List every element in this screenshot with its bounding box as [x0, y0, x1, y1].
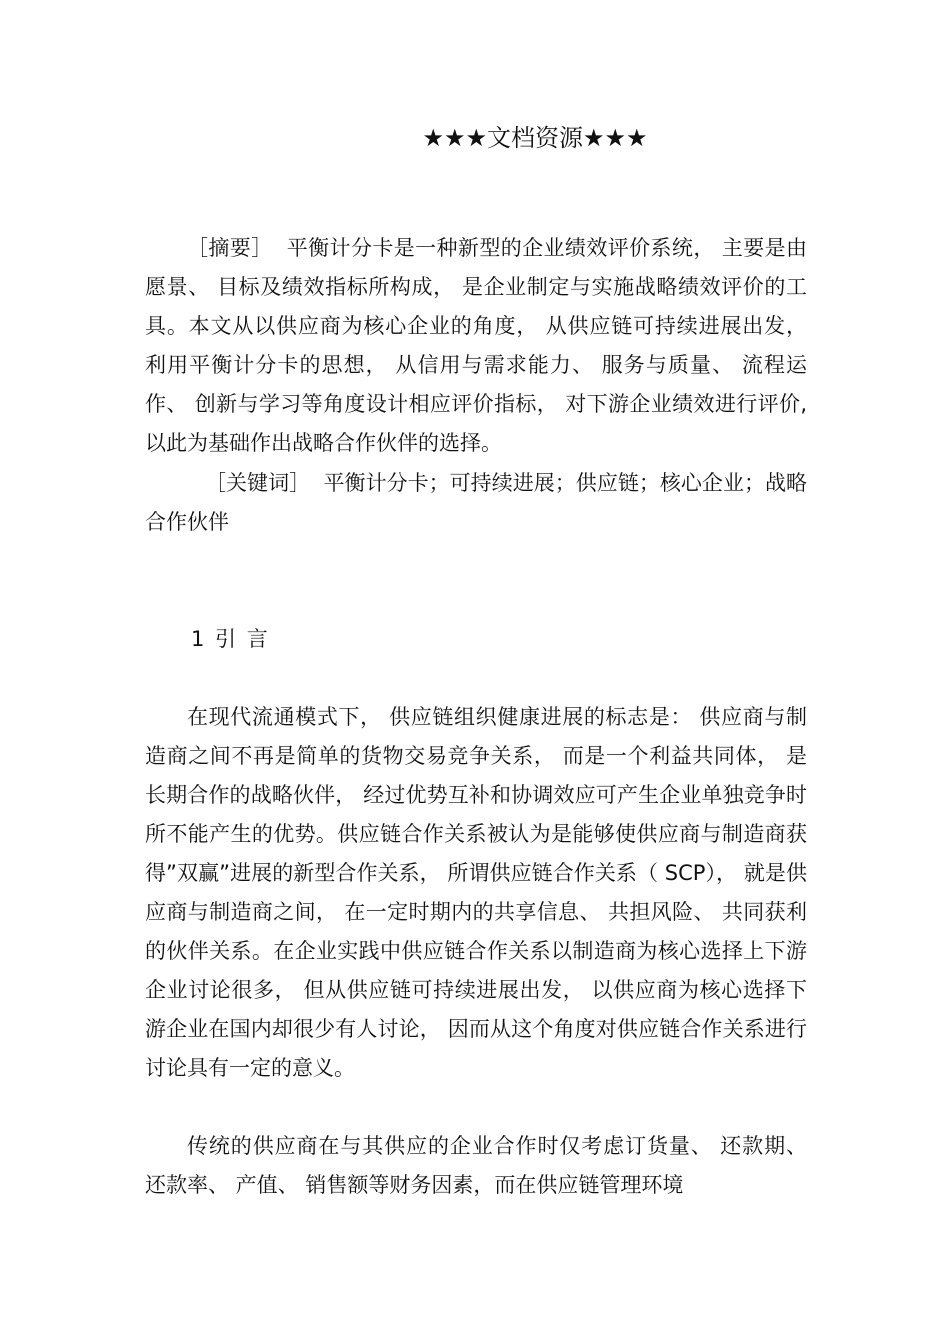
body-paragraph-1: 在现代流通模式下， 供应链组织健康进展的标志是： 供应商与制造商之间不再是简单的货物交易竞争关系， 而是一个利益共同体， 是长期合作的战略伙伴， 经过优势互补和协调效应可产生企业单独竞争时所不能产生的优势。供应链合作关系被认为是能够使供应商与制造商获得”双赢”进展的新型合作关系， 所谓供应链合作关系（ SCP）， 就是供应商与制造商之间， 在一定时期内的共享信息、 共担风险、 共同获利的伙伴关系。在企业实践中供应链合作关系以制造商为核心选择上下游企业讨论很多， 但从供应链可持续进展出发， 以供应商为核心选择下游企业在国内却很少有人讨论， 因而从这个角度对供应链合作关系进行讨论具有一定的意义。 [145, 705, 807, 1080]
document-header: ★★★文档资源★★★ [422, 124, 648, 152]
abstract-label: ［摘要］ [187, 236, 273, 260]
abstract-text: 平衡计分卡是一种新型的企业绩效评价系统， 主要是由愿景、 目标及绩效指标所构成， 是企业制定与实施战略绩效评价的工具。本文从以供应商为核心企业的角度， 从供应链可持续进展出发， 利用平衡计分卡的思想， 从信用与需求能力、 服务与质量、 流程运作、 创新与学习等角度设计相应评价指标， 对下游企业绩效进行评价,以此为基础作出战略合作伙伴的选择。 [145, 236, 807, 455]
keywords-label: ［关键词］ [205, 471, 311, 495]
keywords-block [145, 464, 807, 542]
body-paragraph-2: 传统的供应商在与其供应的企业合作时仅考虑订货量、 还款期、 还款率、 产值、 销售额等财务因素，而在供应链管理环境 [145, 1134, 807, 1197]
section-heading: 1 引 言 [191, 627, 270, 651]
keywords-text: 平衡计分卡；可持续进展；供应链；核心企业；战略合作伙伴 [145, 471, 808, 534]
section-heading-block [145, 620, 807, 659]
abstract-block [145, 229, 807, 463]
